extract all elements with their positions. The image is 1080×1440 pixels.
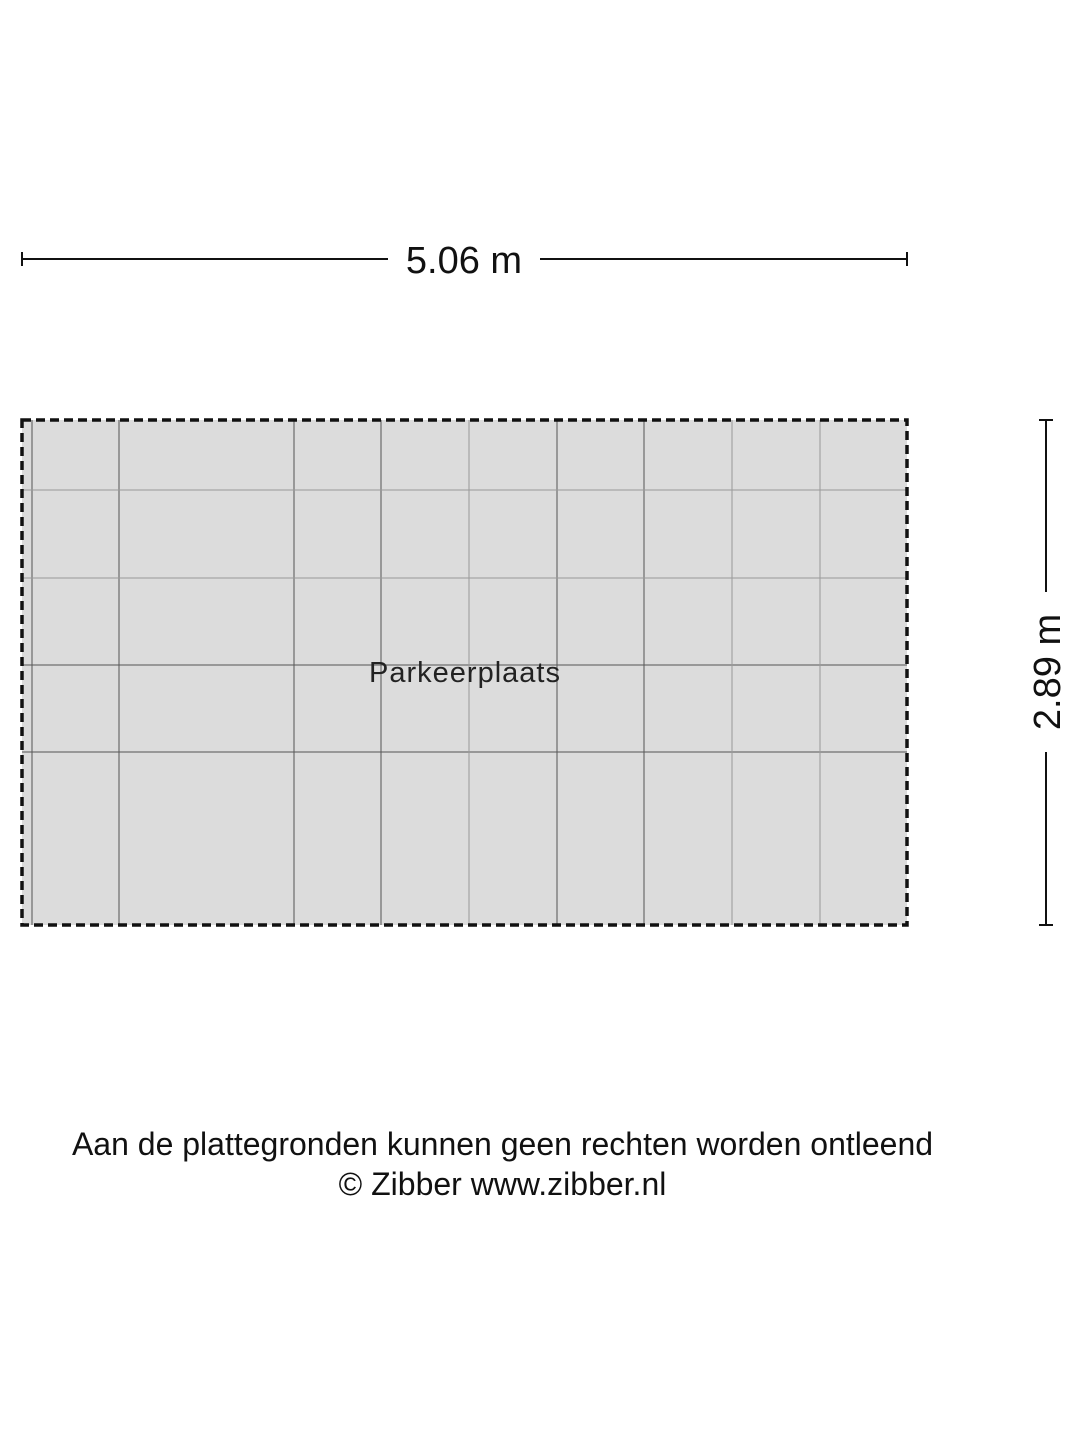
disclaimer-text: Aan de plattegronden kunnen geen rechten worden ontleend [71, 1126, 934, 1162]
width-dimension-label: 5.06 m [405, 240, 523, 282]
height-dimension-label: 2.89 m [1027, 613, 1069, 731]
width-dimension [22, 240, 907, 282]
copyright-text: © Zibber www.zibber.nl [338, 1166, 667, 1202]
parking-space-area [22, 420, 907, 925]
room-label: Parkeerplaats [369, 657, 561, 689]
height-dimension [1027, 420, 1069, 925]
